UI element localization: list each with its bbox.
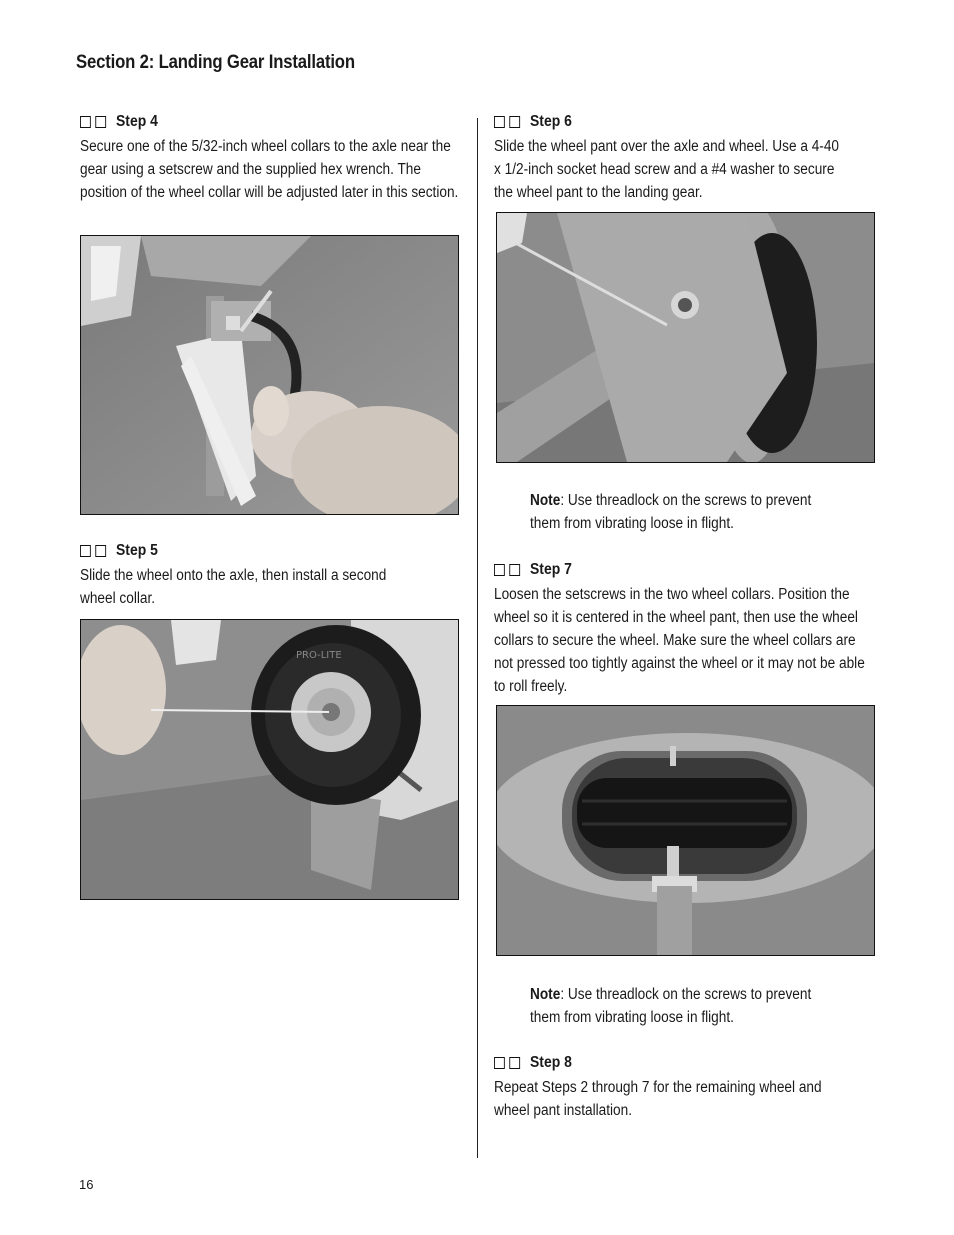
step-4-photo [80,235,459,515]
note-1-label: Note [530,492,561,509]
note-1-block [530,489,860,535]
column-divider [477,118,478,1158]
step-8-label: Step 8 [530,1054,572,1071]
left-column [80,112,460,204]
step-5-block [80,541,460,610]
step-4-label: Step 4 [116,113,158,130]
step-7-label: Step 7 [530,561,572,578]
checkbox-icon[interactable] [509,1057,520,1069]
checkbox-icon[interactable] [80,545,91,557]
step-8-heading [494,1053,838,1073]
step-6-heading [494,112,838,132]
step-4-text: Secure one of the 5/32-inch wheel collars to the axle near the gear using a setscrew and the supplied hex wrench. The position of the wheel collar will be adjusted later in this section. [80,138,459,201]
step-7-text: Loosen the setscrews in the two wheel collars. Position the wheel so it is centered in the wheel pant, then use the wheel collars to secure the wheel. Make sure the wheel collars are not pressed too tightly against the wheel or it may not be able to roll freely. [494,586,865,695]
step-5-label: Step 5 [116,542,158,559]
page-number: 16 [79,1177,94,1192]
step-5-photo [80,619,459,900]
checkbox-icon[interactable] [494,116,505,128]
right-column [494,112,876,204]
step-8-block [494,1053,876,1122]
checkbox-icon[interactable] [494,564,505,576]
note-2 [530,983,820,1029]
note-1 [530,489,820,535]
step-6-text: Slide the wheel pant over the axle and wheel. Use a 4-40 x 1/2-inch socket head screw and a #4 washer to secure the wheel pant to the landing gear. [494,138,840,201]
section-title: Section 2: Landing Gear Installation [76,52,355,73]
checkbox-icon[interactable] [95,545,106,557]
wheel-lettering: PRO-LITE [296,650,342,661]
note-2-text: : Use threadlock on the screws to prevent them from vibrating loose in flight. [530,986,812,1026]
step-6-photo [496,212,875,463]
step-5-heading [80,541,422,561]
step-7-heading [494,560,838,580]
checkbox-icon[interactable] [95,116,106,128]
checkbox-icon[interactable] [494,1057,505,1069]
step-7-photo [496,705,875,956]
step-7-block [494,560,876,698]
note-2-block [530,983,860,1029]
step-6-label: Step 6 [530,113,572,130]
checkbox-icon[interactable] [509,116,520,128]
step-5-text: Slide the wheel onto the axle, then install a second wheel collar. [80,567,387,607]
note-2-label: Note [530,986,561,1003]
note-1-text: : Use threadlock on the screws to prevent them from vibrating loose in flight. [530,492,812,532]
step-4-heading [80,112,422,132]
checkbox-icon[interactable] [509,564,520,576]
step-8-text: Repeat Steps 2 through 7 for the remaining wheel and wheel pant installation. [494,1079,822,1119]
checkbox-icon[interactable] [80,116,91,128]
